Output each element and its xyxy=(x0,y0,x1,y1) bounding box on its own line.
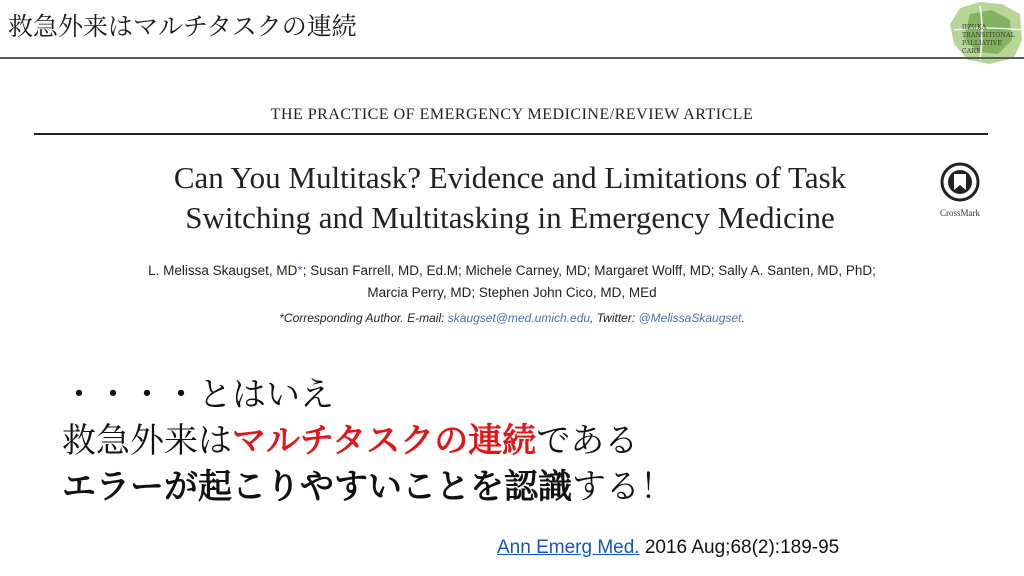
slide-title: 救急外来はマルチタスクの連続 xyxy=(8,12,357,41)
corresponding-prefix: *Corresponding Author. E-mail: xyxy=(279,311,448,325)
corresponding-email: skaugset@med.umich.edu xyxy=(447,311,591,325)
journal-section-header: THE PRACTICE OF EMERGENCY MEDICINE/REVIEW ARTICLE xyxy=(270,106,754,123)
line2-suffix: である xyxy=(536,421,639,461)
title-divider xyxy=(0,57,1024,59)
multitask-highlight: マルチタスクの連続 xyxy=(232,421,537,461)
authors-line-1 xyxy=(40,260,984,282)
logo-text: IIZUKA TRANSITIONAL PALLIATIVE CARE xyxy=(962,24,1016,55)
error-awareness-bold: エラーが起こりやすいことを認識 xyxy=(62,467,572,507)
citation-detail: 2016 Aug;68(2):189-95 xyxy=(639,537,840,558)
journal-link[interactable]: Ann Emerg Med. xyxy=(497,537,640,558)
body-line-2 xyxy=(62,418,1002,464)
article-title-line-1: Can You Multitask? Evidence and Limitations of Task xyxy=(173,160,847,195)
article-authors xyxy=(40,260,984,304)
authors-line-2: Marcia Perry, MD; Stephen John Cico, MD, MEd xyxy=(367,285,657,300)
body-line-1: ・・・・とはいえ xyxy=(62,375,334,415)
citation xyxy=(497,537,839,559)
line2-prefix: 救急外来は xyxy=(62,421,232,461)
corresponding-mid: , Twitter: xyxy=(590,311,639,325)
crossmark-label: CrossMark xyxy=(940,208,980,218)
article-divider xyxy=(34,133,988,135)
authors-rest: ; Susan Farrell, MD, Ed.M; Michele Carney, MD; Margaret Wolff, MD; Sally A. Santen, MD, PhD; xyxy=(302,263,876,278)
corresponding-suffix: . xyxy=(741,311,745,325)
article-excerpt xyxy=(0,92,1024,332)
corresponding-star: * xyxy=(297,263,303,278)
body-line-3 xyxy=(62,464,1002,510)
crossmark-icon xyxy=(940,162,980,202)
corresponding-author xyxy=(0,311,1024,325)
crossmark-badge xyxy=(930,162,990,218)
article-title xyxy=(80,158,940,238)
corresponding-twitter: @MelissaSkaugset xyxy=(638,311,742,325)
slide-body xyxy=(62,372,1002,510)
article-title-line-2: Switching and Multitasking in Emergency Medicine xyxy=(185,200,835,235)
author-first: L. Melissa Skaugset, MD xyxy=(148,263,298,278)
line3-suffix: する！ xyxy=(572,467,674,507)
